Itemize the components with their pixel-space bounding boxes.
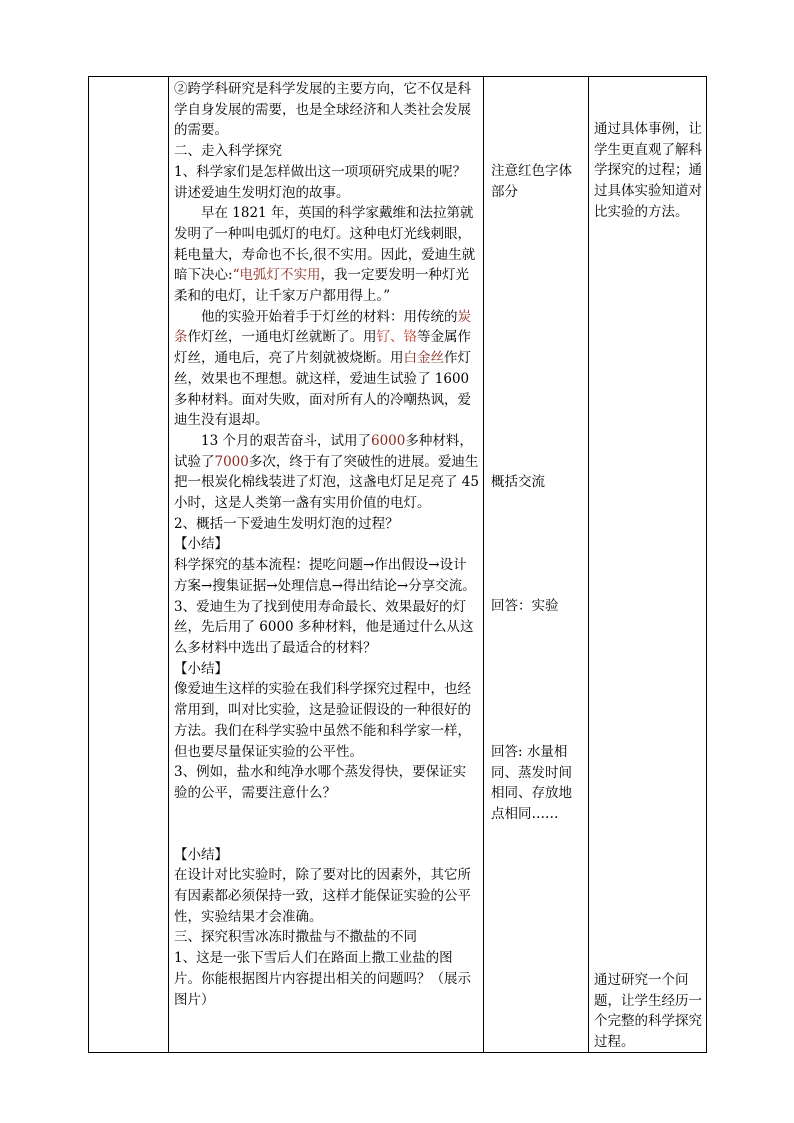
note-answer-conditions: 回答: 水量相同、蒸发时间相同、存放地点相同…… [491,744,572,823]
summary-heading-3: 【小结】 [174,846,228,863]
section-heading-3: 三、探究积雪冰冻时撒盐与不撒盐的不同 [174,929,417,946]
question-3b: 3、例如，盐水和纯净水哪个蒸发得快，要保证实验的公平，需要注意什么？ [174,764,467,801]
question-snow-salt: 1、这是一张下雪后人们在路面上撒工业盐的图片。你能根据图片内容提出相关的问题吗？（展示图片） [174,950,471,1008]
summary-heading-1: 【小结】 [174,536,228,553]
summary-text-1: 科学探究的基本流程：提吃问题→作出假设→设计方案→搜集证据→处理信息→得出结论→分享交流。 [174,557,476,594]
teaching-content-column [174,79,479,1010]
summary-text-2: 像爱迪生这样的实验在我们科学探究过程中，也经常用到，叫对比实验，这是验证假设的一种很好的方法。我们在科学实验中虽然不能和科学家一样，但也要尽量保证实验的公平性。 [174,681,471,760]
question-2: 2、概括一下爱迪生发明灯泡的过程？ [174,515,399,532]
column-divider-3 [588,77,589,1052]
intent-note-2: 通过研究一个问题，让学生经历一个完整的科学探究过程。 [594,972,702,1051]
story-paragraph-2: 他的实验开始着手于灯丝的材料：用传统的炭条作灯丝，一通电灯丝就断了。用钌、铬等金属作灯丝，通电后，亮了片刻就被烧断。用白金丝作灯丝，效果也不理想。就这样，爱迪生试验了 1600 多种材料。面对失败，面对所有人的冷嘲热讽，爱迪生没有退却。 [174,308,471,429]
summary-text-3: 在设计对比实验时，除了要对比的因素外，其它所有因素都必须保持一致，这样才能保证实验的公平性，实验结果才会准确。 [174,867,471,925]
intent-note-1: 通过具体事例，让学生更直观了解科学探究的过程；通过具体实验知道对比实验的方法。 [594,121,702,220]
column-divider-2 [483,77,484,1052]
question-1: 1、科学家们是怎样做出这一项项研究成果的呢？讲述爱迪生发明灯泡的故事。 [174,163,467,201]
story-paragraph-1: 早在 1821 年，英国的科学家戴维和法拉第就发明了一种叫电弧灯的电灯。这种电灯光线刺眼，耗电量大，寿命也不长,很不实用。因此，爱迪生就暗下决心:“电弧灯不实用，我一定要发明一种灯光柔和的电灯，让千家万户都用得上。” [174,205,476,305]
lesson-table [88,76,707,1053]
paragraph-interdisciplinary: ②跨学科研究是科学发展的主要方向，它不仅是科学自身发展的需要，也是全球经济和人类社会发展的需要。 [174,81,471,139]
question-3: 3、爱迪生为了找到使用寿命最长、效果最好的灯丝，先后用了 6000 多种材料，他是通过什么从这么多材料中选出了最适合的材料？ [174,598,474,656]
story-paragraph-3: 13 个月的艰苦奋斗，试用了6000多种材料，试验了7000多次，终于有了突破性的进展。爱迪生把一根炭化棉线装进了灯泡，这盏电灯足足亮了 45 小时，这是人类第一盏有实用价值的电灯。 [174,432,479,512]
summary-heading-2: 【小结】 [174,660,228,677]
note-summarize: 概括交流 [491,474,545,490]
column-divider-1 [168,77,169,1052]
note-red-font: 注意红色字体部分 [491,163,572,200]
section-heading-2: 二、走入科学探究 [174,143,282,160]
note-answer-experiment: 回答：实验 [491,598,559,614]
